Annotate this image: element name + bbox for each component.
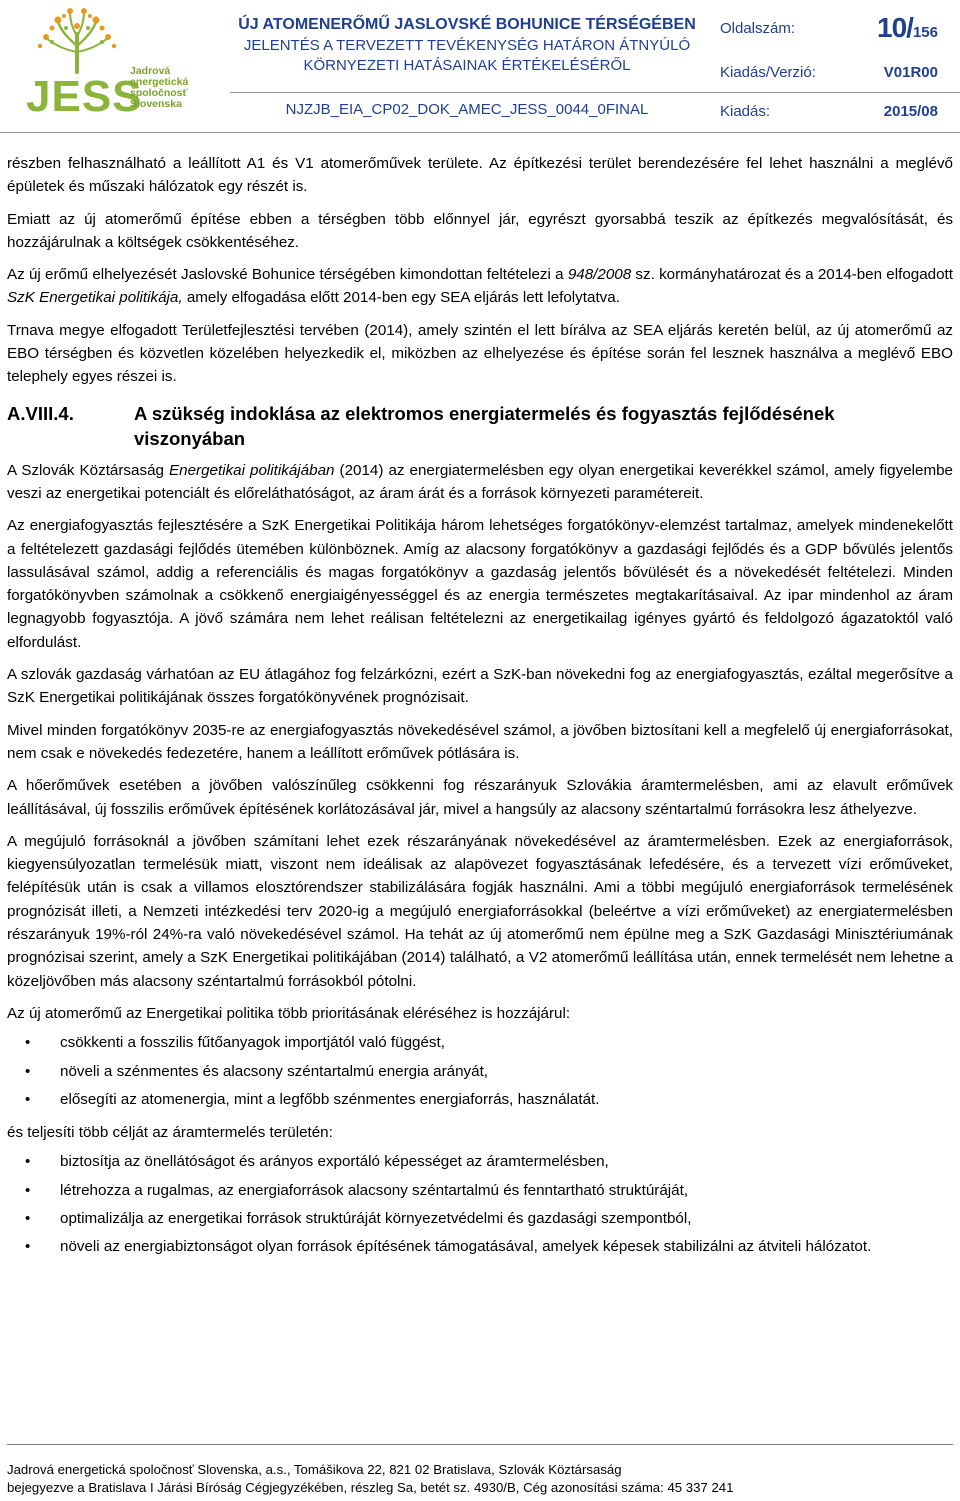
paragraph: Trnava megye elfogadott Területfejlesztési tervében (2014), amely szintén el lett bírálva az SEA eljárás keretén belül, az új atomerőmű az EBO térségben és közvetlen közelében helyezkedik el, miközben az elhelyezése és építése során fel lesznek használva a meglévő EBO telephely egyes részei is. bbox=[7, 321, 953, 386]
page-number: 10/156 bbox=[877, 12, 938, 43]
paragraph: Mivel minden forgatókönyv 2035-re az energiafogyasztás növekedésével számol, a jövőben biztosítani kell a megfelelő új energiaforrásokat, nem csak e növekedés fedezetére, hanem a leállított erőművek pótlására is. bbox=[7, 721, 953, 762]
footer-divider bbox=[7, 1444, 953, 1445]
version-value: V01R00 bbox=[883, 64, 938, 81]
header-divider bbox=[230, 92, 960, 93]
title-line-2: JELENTÉS A TERVEZETT TEVÉKENYSÉG HATÁRON ÁTNYÚLÓ bbox=[243, 37, 691, 54]
list-item: • optimalizálja az energetikai források struktúráját környezetvédelmi és gazdasági szempontból, bbox=[25, 1209, 692, 1227]
goals-list bbox=[7, 1150, 953, 1258]
issue-label: Kiadás: bbox=[720, 103, 771, 120]
logo-tree-icon bbox=[22, 6, 132, 76]
title-line-3: KÖRNYEZETI HATÁSAINAK ÉRTÉKELÉSÉRŐL bbox=[303, 57, 631, 74]
jess-logo bbox=[18, 6, 218, 124]
section-number: A.VIII.4. bbox=[7, 402, 74, 424]
list-item: • növeli a szénmentes és alacsony széntartalmú energia arányát, bbox=[25, 1062, 489, 1080]
page-number-label: Oldalszám: bbox=[720, 20, 796, 37]
footer-company-address: Jadrová energetická spoločnosť Slovenska, a.s., Tomášikova 22, 821 02 Bratislava, Szlovák Köztársaság bbox=[7, 1462, 622, 1477]
logo-subtitle: Jadrová energetická spoločnosť Slovenska bbox=[130, 65, 189, 110]
section-title: A szükség indoklása az elektromos energiatermelés és fogyasztás fejlődésének viszonyában bbox=[134, 402, 835, 449]
page-header bbox=[0, 0, 960, 140]
paragraph: Az új atomerőmű az Energetikai politika több prioritásának eléréséhez is hozzájárul: bbox=[7, 1004, 571, 1022]
paragraph: Az új erőmű elhelyezését Jaslovské Bohunice térségében kimondottan feltételezi a 948/2008 sz. kormányhatározat és a 2014-ben elfogadott SzK Energetikai politikája, amely elfogadása előtt 2014-ben egy SEA eljárás lett lefolytatva. bbox=[7, 266, 954, 307]
footer-registration: bejegyezve a Bratislava I Járási Bíróság Cégjegyzékében, részleg Sa, betét sz. 4930/B, Cég azonosítási száma: 45 337 241 bbox=[7, 1480, 734, 1495]
list-item: • csökkenti a fosszilis fűtőanyagok importjától való függést, bbox=[25, 1034, 445, 1052]
document-id: NJZJB_EIA_CP02_DOK_AMEC_JESS_0044_0FINAL bbox=[285, 101, 649, 118]
paragraph: A szlovák gazdaság várhatóan az EU átlagához fog felzárkózni, ezért a SzK-ban növekedni fog az energiafogyasztás, ezáltal megerősítve a SzK Energetikai politikájának összes forgatókönyvének prognózisait. bbox=[7, 666, 953, 707]
paragraph: A megújuló forrásoknál a jövőben számítani lehet ezek részarányának növekedésével az áramtermelésben. Ezek az energiaforrások, kiegyensúlyozatlan termelésük miatt, viszont nem ideálisak az alapövezet fogyasztásának lefedésére, és a tervezett vízi erőműveket, felépítésük után is csak a villamos elosztórendszer stabilizálására fogják használni. Ami a többi megújuló energiaforrások termelésének prognózisát illeti, a Nemzeti intézkedési terv 2020-ig a megújuló energiaforrásokkal (beleértve a vízi erőműveket) az energiatermelésben részarányuk 19%-ról 24%-ra való növekedésével számol. Ha tehát az új atomerőmű nem épülne meg a SzK Gazdasági Minisztériumának prognózisai szerint, amely a SzK Energetikai politikájában (2014) található, a V2 atomerőmű leállítása után, ennek termelését nem lehetne a közeljövőben más alacsony széntartalmú forrásokból pótolni. bbox=[7, 832, 953, 990]
paragraph: Emiatt az új atomerőmű építése ebben a térségben több előnnyel jár, egyrészt gyorsabbá teszik az építkezés megvalósítását, és hozzájárulnak a költségek csökkentéséhez. bbox=[7, 210, 953, 251]
paragraph: A hőerőművek esetében a jövőben valószínűleg csökkenni fog részarányuk Szlovákia áramtermelésben, ami az elavult erőművek leállításával, új fosszilis erőművek építésének korlátozásával jár, mivel a hangsúly az alacsony széntartalmú forrásokra lesz áthelyezve. bbox=[7, 777, 953, 818]
priority-list bbox=[7, 1031, 953, 1111]
list-item: • elősegíti az atomenergia, mint a legfőbb szénmentes energiaforrás, használatát. bbox=[25, 1090, 600, 1108]
paragraph: részben felhasználható a leállított A1 és V1 atomerőművek területe. Az építkezési terület berendezésére fel lehet használni a meglévő épületek és műszaki hálózatok egy részét is. bbox=[7, 155, 953, 196]
issue-value: 2015/08 bbox=[883, 103, 938, 120]
list-item: • létrehozza a rugalmas, az energiaforrások alacsony széntartalmú és fenntartható struktúráját, bbox=[25, 1181, 689, 1199]
version-label: Kiadás/Verzió: bbox=[720, 64, 816, 81]
paragraph: A Szlovák Köztársaság Energetikai politikájában (2014) az energiatermelésben egy olyan energetikai keverékkel számol, amely figyelembe veszi az energetikai potenciált és előreláthatóságot, az áram árát és a források környezeti paramétereit. bbox=[7, 461, 954, 502]
title-line-1: ÚJ ATOMENERŐMŰ JASLOVSKÉ BOHUNICE TÉRSÉGÉBEN bbox=[238, 16, 696, 33]
header-bottom-border bbox=[0, 132, 960, 133]
paragraph: Az energiafogyasztás fejlesztésére a SzK Energetikai Politikája három lehetséges forgatókönyv-elemzést tartalmaz, amelyek mindenekelőtt a feltételezett gazdasági fejlődés ütemében különböznek. Amíg az alacsony forgatókönyv a gazdasági fejlődés és a GDP bővülés jelentős lassulásával számol, addig a referenciális és magas forgatókönyv a gazdaság jelentős bővülését és a növekedését feltételezi. Minden forgatókönyvben számolnak a csökkenő energiaigényességgel és az energia természetes megtakarításaival. Az ipar mindenhol az áram legnagyobb fogyasztója. A jövő számára nem lehet reálisan feltételezni az energetikailag igényes gyártó és feldolgozó ágazatoktól való elfordulást. bbox=[7, 517, 953, 651]
paragraph: és teljesíti több célját az áramtermelés területén: bbox=[7, 1124, 333, 1142]
document-title bbox=[232, 14, 702, 76]
section-heading bbox=[7, 401, 953, 451]
document-body bbox=[7, 152, 953, 1269]
list-item: • biztosítja az önellátóságot és arányos exportáló képességet az áramtermelésben, bbox=[25, 1153, 609, 1171]
list-item: • növeli az energiabiztonságot olyan források építésének támogatásával, amelyek képesek stabilizálni az átviteli hálózatot. bbox=[25, 1238, 872, 1256]
logo-jess-text: JESS bbox=[26, 72, 143, 121]
